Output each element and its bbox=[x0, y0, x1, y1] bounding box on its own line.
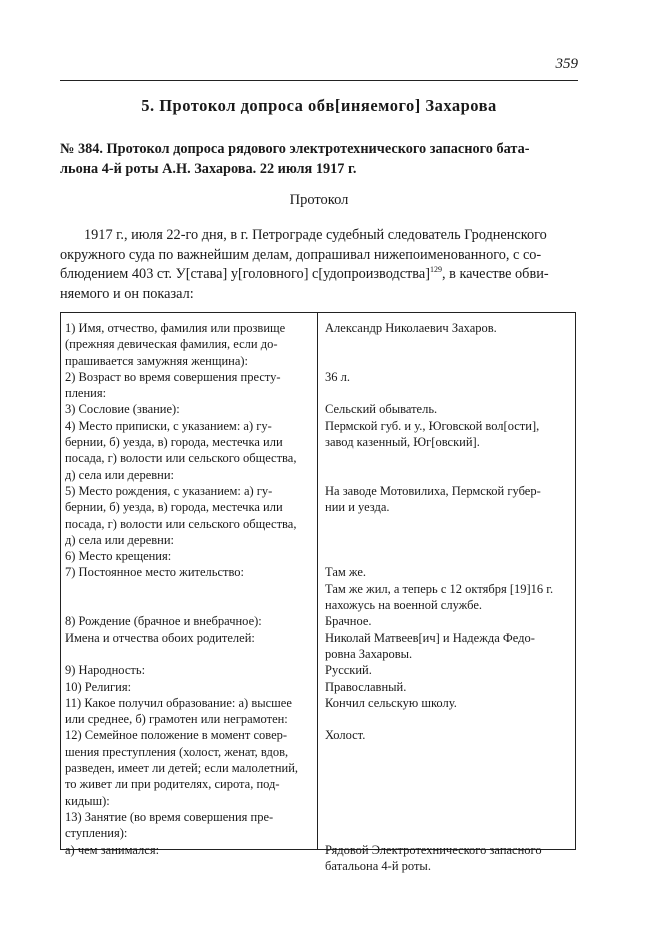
answer-line bbox=[325, 793, 575, 809]
answer-line: Православный. bbox=[325, 679, 407, 694]
answer-line: Холост. bbox=[325, 728, 366, 743]
question-line: 9) Народность: bbox=[65, 663, 146, 678]
answer-line: 36 л. bbox=[325, 369, 350, 384]
question-line: 8) Рождение (брачное и внебрачное): bbox=[65, 614, 262, 629]
question-line bbox=[65, 581, 313, 597]
question-line: 2) Возраст во время совершения престу- bbox=[65, 369, 281, 384]
answer-line: Рядовой Электротехнического запасного bbox=[325, 842, 542, 857]
answer-line: Александр Николаевич Захаров. bbox=[325, 321, 497, 335]
answer-line: нии и уезда. bbox=[325, 500, 390, 515]
answer-line bbox=[325, 744, 575, 760]
question-line: пления: bbox=[65, 386, 107, 401]
question-line: 7) Постоянное место жительство: bbox=[65, 565, 245, 580]
intro-line: 1917 г., июля 22-го дня, в г. Петрограде судебный следователь Гродненского bbox=[84, 227, 547, 243]
footnote-marker: 129 bbox=[429, 265, 442, 274]
question-line: 13) Занятие (во время совершения пре- bbox=[65, 809, 274, 824]
answer-line: нахожусь на военной службе. bbox=[325, 598, 482, 613]
question-line: 10) Религия: bbox=[65, 679, 132, 694]
question-line: д) села или деревни: bbox=[65, 532, 175, 547]
answer-line: Пермской губ. и у., Юговской вол[ости], bbox=[325, 418, 540, 433]
answer-line bbox=[325, 809, 575, 825]
interrogation-table bbox=[60, 312, 576, 873]
intro-text: , в качестве обви- bbox=[441, 266, 549, 282]
question-line: посада, г) волости или сельского общества, bbox=[65, 451, 297, 466]
document-title bbox=[60, 139, 578, 179]
question-line: или среднее, б) грамотен или неграмотен: bbox=[65, 712, 288, 727]
answer-line: Кончил сельскую школу. bbox=[325, 695, 457, 710]
answer-column bbox=[325, 320, 575, 874]
table-column-divider bbox=[317, 313, 318, 849]
question-line: 4) Место приписки, с указанием: а) гу- bbox=[65, 418, 272, 433]
question-column bbox=[65, 320, 313, 858]
question-line: 11) Какое получил образование: а) высшее bbox=[65, 695, 292, 710]
answer-line: батальона 4-й роты. bbox=[325, 858, 431, 873]
question-line: ступления): bbox=[65, 826, 128, 841]
question-line: 6) Место крещения: bbox=[65, 549, 172, 564]
answer-line bbox=[325, 516, 575, 532]
question-line: бернии, б) уезда, в) города, местечка или bbox=[65, 500, 283, 515]
document-title-line: льона 4-й роты А.Н. Захарова. 22 июля 1917 г. bbox=[60, 161, 357, 177]
question-line: 1) Имя, отчество, фамилия или прозвище bbox=[65, 321, 286, 335]
question-line: то живет ли при родителях, сирота, под- bbox=[65, 777, 280, 792]
answer-line bbox=[325, 532, 575, 548]
intro-text: блюдением 403 ст. У[става] у[головного] с[удопроизводства] bbox=[60, 266, 430, 282]
intro-line bbox=[60, 265, 578, 285]
answer-line bbox=[325, 467, 575, 483]
header-rule bbox=[60, 80, 578, 81]
answer-line bbox=[325, 548, 575, 564]
answer-line bbox=[325, 825, 575, 841]
answer-line: Русский. bbox=[325, 663, 372, 678]
question-line: (прежняя девическая фамилия, если до- bbox=[65, 337, 278, 352]
question-line: Имена и отчества обоих родителей: bbox=[65, 630, 255, 645]
page-number: 359 bbox=[555, 56, 578, 72]
section-title: 5. Протокол допроса обв[иняемого] Захарова bbox=[141, 96, 497, 115]
question-line: а) чем занимался: bbox=[65, 842, 160, 857]
answer-line: Брачное. bbox=[325, 614, 372, 629]
answer-line: Там же. bbox=[325, 565, 367, 580]
intro-line: окружного суда по важнейшим делам, допрашивал нижепоименованного, с со- bbox=[60, 246, 542, 263]
answer-line bbox=[325, 336, 575, 352]
document-title-line: № 384. Протокол допроса рядового электротехнического запасного бата- bbox=[60, 141, 530, 157]
question-line: разведен, имеет ли детей; если малолетний, bbox=[65, 761, 299, 776]
question-line bbox=[65, 646, 313, 662]
answer-line bbox=[325, 711, 575, 727]
answer-line bbox=[325, 385, 575, 401]
question-line bbox=[65, 597, 313, 613]
answer-line bbox=[325, 776, 575, 792]
question-line: кидыш): bbox=[65, 793, 110, 808]
answer-line: завод казенный, Юг[овский]. bbox=[325, 435, 480, 450]
question-line: бернии, б) уезда, в) города, местечка или bbox=[65, 435, 283, 450]
intro-line: няемого и он показал: bbox=[60, 285, 194, 302]
answer-line: ровна Захаровы. bbox=[325, 646, 413, 661]
answer-line: На заводе Мотовилиха, Пермской губер- bbox=[325, 483, 541, 498]
answer-line bbox=[325, 450, 575, 466]
answer-line: Там же жил, а теперь с 12 октября [19]16 г. bbox=[325, 581, 554, 596]
intro-paragraph bbox=[60, 226, 578, 304]
answer-line: Сельский обыватель. bbox=[325, 402, 438, 417]
question-line: 12) Семейное положение в момент совер- bbox=[65, 728, 288, 743]
question-line: д) села или деревни: bbox=[65, 467, 175, 482]
answer-line: Николай Матвеев[ич] и Надежда Федо- bbox=[325, 630, 535, 645]
answer-line bbox=[325, 353, 575, 369]
answer-line bbox=[325, 760, 575, 776]
question-line: шения преступления (холост, женат, вдов, bbox=[65, 744, 289, 759]
protocol-heading: Протокол bbox=[289, 192, 349, 208]
question-line: 3) Сословие (звание): bbox=[65, 402, 180, 417]
question-line: посада, г) волости или сельского общества, bbox=[65, 516, 297, 531]
question-line: прашивается замужняя женщина): bbox=[65, 353, 249, 368]
question-line: 5) Место рождения, с указанием: а) гу- bbox=[65, 483, 273, 498]
